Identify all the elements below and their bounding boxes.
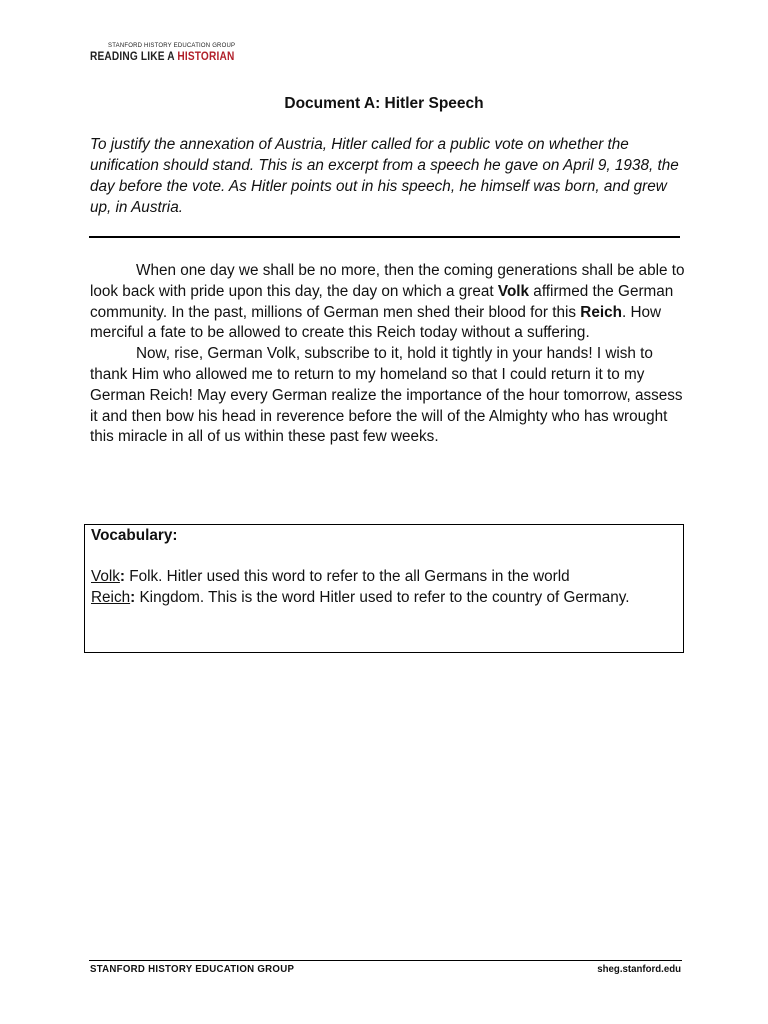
speech-excerpt: [90, 261, 690, 448]
vocab-colon: :: [130, 588, 136, 606]
speech-text: . How merciful a fate to be allowed to create this Reich today without a suffering.: [90, 303, 662, 342]
intro-paragraph: To justify the annexation of Austria, Hitler called for a public vote on whether the unification should stand. This is an excerpt from a speech he gave on April 9, 1938, the day before the vote. As Hitler points out in his speech, he himself was born, and grew up, in Austria.: [90, 136, 679, 216]
vocab-colon: :: [119, 568, 126, 585]
bold-term-reich: Reich: [580, 303, 622, 321]
divider: [89, 236, 680, 238]
vocabulary-item: [91, 567, 671, 588]
vocabulary-box: [84, 524, 684, 653]
logo-word-4: RIAN: [208, 51, 235, 63]
speech-paragraph-2: Now, rise, German Volk, subscribe to it, hold it tightly in your hands! I wish to thank Him who allowed me to return to my homeland so that I could return it to my German Reich! May every German realize the importance of the hour tomorrow, assess it and then bow his head in reverence before the will of the Almighty who has wrought this miracle in all of us within these past few weeks.: [90, 345, 683, 446]
document-title: Document A: Hitler Speech: [284, 95, 484, 112]
logo-wordmark: [90, 50, 234, 64]
speech-paragraph-1: [90, 261, 690, 344]
footer-divider: [89, 960, 682, 961]
vocabulary-item: [91, 588, 671, 609]
logo-group-name: STANFORD HISTORY EDUCATION GROUP: [108, 43, 236, 49]
bold-term-volk: Volk: [497, 282, 530, 300]
footer-organization: STANFORD HISTORY EDUCATION GROUP: [90, 963, 295, 975]
vocabulary-list: [91, 567, 671, 609]
logo-word-1: READING LIKE A: [90, 51, 178, 63]
vocab-term: Volk: [91, 568, 120, 585]
logo-word-2: HIST: [177, 51, 201, 63]
vocabulary-heading: Vocabulary:: [91, 527, 178, 544]
vocab-term: Reich: [91, 588, 131, 606]
sheg-logo: [90, 42, 254, 64]
vocab-definition: Folk. Hitler used this word to refer to the all Germans in the world: [125, 568, 570, 585]
speech-text: When one day we shall be no more, then the coming generations shall be able to look back with pride upon this day, the day on which a great: [90, 262, 685, 300]
vocab-definition: Kingdom. This is the word Hitler used to refer to the country of Germany.: [135, 588, 630, 606]
logo-word-3: O: [200, 51, 209, 63]
footer-url: sheg.stanford.edu: [597, 963, 681, 975]
speech-text: affirmed the German community. In the past, millions of German men shed their blood for this: [90, 282, 674, 321]
